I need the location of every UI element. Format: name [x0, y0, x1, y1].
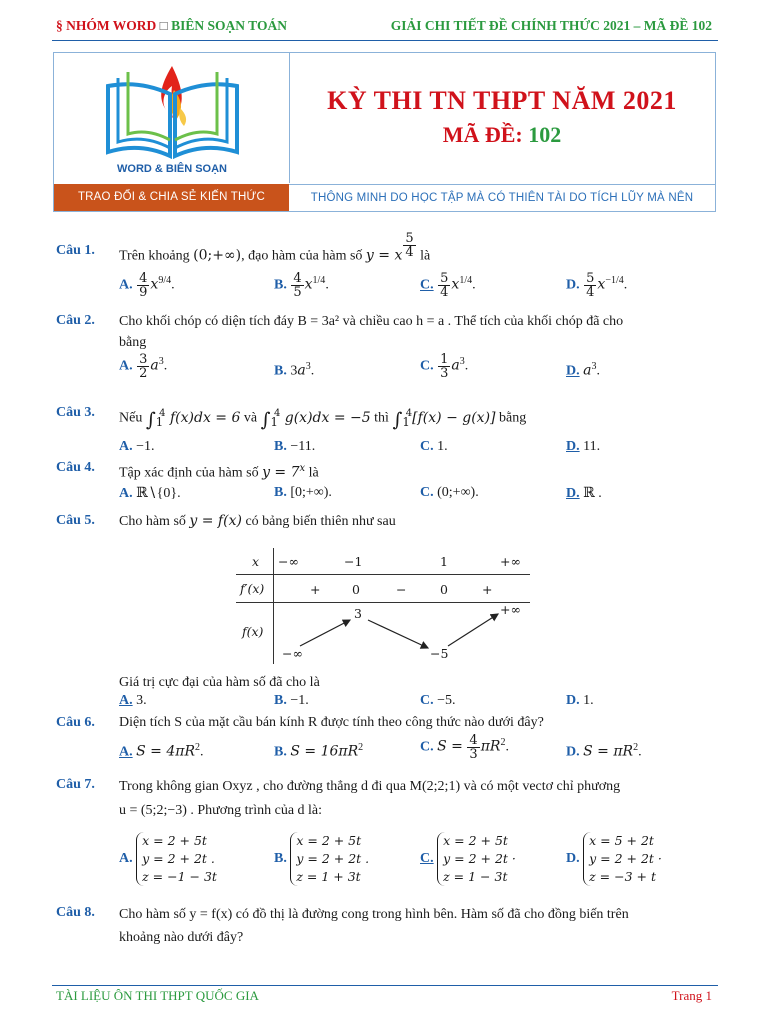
logo-text: WORD & BIÊN SOẠN — [117, 163, 227, 175]
option-a[interactable]: A. x = 2 + 5t y = 2 + 2t . z = −1 − 3t — [119, 833, 217, 884]
question-number: Câu 6. — [56, 715, 95, 730]
question-text: Trên khoảng (0;+∞), đạo hàm của hàm số y = x $^{\frac{5}{4}}$ là — [119, 231, 431, 264]
question-number: Câu 2. — [56, 313, 95, 328]
option-b[interactable]: B. $\frac{4}{5}$ $x^{1/4}$. — [274, 271, 329, 300]
exam-code-value: 102 — [528, 122, 562, 147]
x-value: +∞ — [500, 554, 521, 569]
question-text: Cho hàm số y = f(x) có bảng biến thiên như sau — [119, 513, 396, 529]
x-value: 1 — [440, 554, 448, 569]
option-c[interactable]: C. S = $\frac{4}{3}$ $\pi R^2$. — [420, 733, 509, 762]
f-value: 3 — [354, 606, 362, 621]
row-label-x: x — [252, 554, 260, 569]
option-d[interactable]: D. $S = \pi R^2$. — [566, 742, 642, 760]
option-b[interactable]: B. x = 2 + 5t y = 2 + 2t . z = 1 + 3t — [274, 833, 370, 884]
question-text: Nếu $\int_1^4$ f(x)dx = 6 và $\int_1^4$ g(x)dx = −5 thì $\int_1^4[f(x) - g(x)]$ bằng — [119, 408, 527, 431]
question-number: Câu 5. — [56, 513, 95, 528]
option-a[interactable]: A. $\frac{3}{2}$ $a^3$. — [119, 352, 168, 381]
footer-rule — [52, 985, 718, 986]
sign: + — [310, 582, 321, 597]
option-d[interactable]: D. x = 5 + 2t y = 2 + 2t · z = −3 + t — [566, 833, 662, 884]
question-text: Tập xác định của hàm số $y = 7^x$ là — [119, 463, 319, 481]
option-d[interactable]: D. $a^3$. — [566, 361, 600, 379]
f-value: +∞ — [500, 602, 521, 617]
footer-left: TÀI LIỆU ÔN THI THPT QUỐC GIA — [56, 988, 259, 1003]
page-number: Trang 1 — [671, 988, 712, 1003]
f-value: −5 — [430, 646, 449, 661]
question-followup: Giá trị cực đại của hàm số đã cho là — [119, 675, 320, 690]
option-b[interactable]: B. $3a^3$. — [274, 361, 315, 379]
sign: 0 — [440, 582, 448, 597]
variation-arrows — [236, 548, 530, 664]
option-c[interactable]: C. $\frac{1}{3}$ $a^3$. — [420, 352, 469, 381]
sign: + — [482, 582, 493, 597]
x-value: −∞ — [278, 554, 299, 569]
option-a[interactable]: A. 3. — [119, 693, 147, 708]
sign: − — [396, 582, 407, 597]
option-d[interactable]: D. $\frac{5}{4}$ $x^{-1/4}$. — [566, 271, 628, 300]
question-number: Câu 4. — [56, 460, 95, 475]
header-group-sub: BIÊN SOẠN TOÁN — [171, 18, 287, 33]
header-left — [56, 18, 287, 34]
question-text: Trong không gian Oxyz , cho đường thẳng d đi qua M(2;2;1) và có một vectơ chỉ phương u = (5;2;−3) . Phương trình của d là: — [119, 779, 621, 818]
option-c[interactable]: C. (0;+∞). — [420, 485, 479, 500]
option-c[interactable]: C. 1. — [420, 439, 448, 454]
question-number: Câu 3. — [56, 405, 95, 420]
header-group-name: § NHÓM WORD — [56, 18, 157, 33]
banner-slogan-right: THÔNG MINH DO HỌC TẬP MÀ CÓ THIÊN TÀI DO TÍCH LŨY MÀ NÊN — [289, 184, 715, 211]
option-b[interactable]: B. −1. — [274, 693, 309, 708]
header-rule — [52, 40, 718, 41]
row-label-derivative: f′(x) — [240, 581, 265, 596]
option-a[interactable]: A. $S = 4\pi R^2$. — [119, 742, 204, 760]
row-label-function: f(x) — [242, 624, 264, 639]
option-c[interactable]: C. x = 2 + 5t y = 2 + 2t · z = 1 − 3t — [420, 833, 516, 884]
option-d[interactable]: D. ℝ . — [566, 486, 602, 501]
option-c[interactable]: C. −5. — [420, 693, 456, 708]
option-d[interactable]: D. 11. — [566, 439, 601, 454]
question-number: Câu 8. — [56, 905, 95, 920]
question-text: Cho hàm số y = f(x) có đồ thị là đường cong trong hình bên. Hàm số đã cho đồng biến trên khoảng nào dưới đây? — [119, 907, 629, 945]
checkbox-glyph: □ — [159, 18, 168, 33]
x-value: −1 — [344, 554, 363, 569]
exam-title: KỲ THI TN THPT NĂM 2021 — [327, 86, 677, 115]
option-b[interactable]: B. $S = 16\pi R^2$ — [274, 742, 364, 760]
sign: 0 — [352, 582, 360, 597]
option-a[interactable]: A. ℝ∖{0}. — [119, 486, 181, 501]
variation-table — [236, 548, 530, 664]
option-a[interactable]: A. −1. — [119, 439, 155, 454]
option-b[interactable]: B. [0;+∞). — [274, 485, 332, 500]
question-text: Cho khối chóp có diện tích đáy B = 3a² và chiều cao h = a . Thể tích của khối chóp đã cho bằng — [119, 314, 624, 350]
exam-code — [289, 122, 715, 148]
question-number: Câu 7. — [56, 777, 95, 792]
header-right: GIẢI CHI TIẾT ĐỀ CHÍNH THỨC 2021 – MÃ ĐỀ 102 — [390, 18, 712, 33]
banner-divider — [289, 52, 290, 183]
option-a[interactable]: A. $\frac{4}{9}$ $x^{9/4}$. — [119, 271, 175, 300]
question-text: Diện tích S của mặt cầu bán kính R được tính theo công thức nào dưới đây? — [119, 715, 544, 730]
option-d[interactable]: D. 1. — [566, 693, 594, 708]
question-number: Câu 1. — [56, 243, 95, 258]
option-b[interactable]: B. −11. — [274, 439, 316, 454]
exam-code-label: MÃ ĐỀ: — [442, 122, 523, 147]
option-c[interactable]: C. $\frac{5}{4}$ $x^{1/4}$. — [420, 271, 476, 300]
book-logo-icon — [100, 60, 245, 165]
banner-slogan-left: TRAO ĐỔI & CHIA SẺ KIẾN THỨC — [54, 184, 289, 211]
f-value: −∞ — [282, 646, 303, 661]
